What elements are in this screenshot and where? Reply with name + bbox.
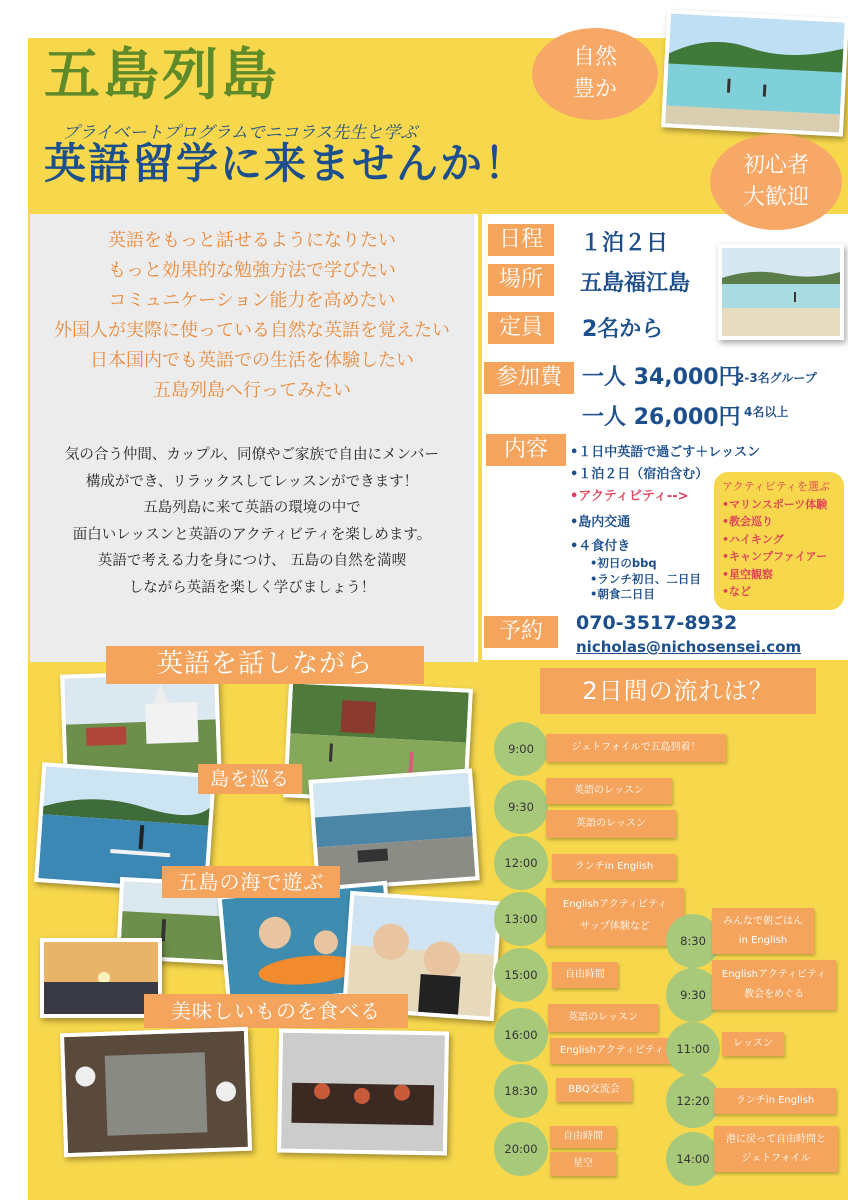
food-banner: 美味しいものを食べる [144, 994, 408, 1028]
event-box: 英語のレッスン [546, 810, 676, 838]
event-box: Englishアクティビティ [550, 1038, 674, 1064]
event-box: Englishアクティビティ 教会をめぐる [712, 960, 836, 1010]
beginner-badge-line-2: 大歓迎 [742, 185, 809, 210]
content-item-activity: •アクティビティ--> [570, 489, 689, 504]
bbq-photo-image [281, 1033, 445, 1152]
wish-line: 外国人が実際に使っている自然な英語を覚えたい [54, 320, 450, 341]
meal-item: •ランチ初日、二日目 [590, 571, 701, 586]
time-marker: 8:30 [666, 914, 720, 968]
time-marker: 18:30 [494, 1064, 548, 1118]
wish-line: 五島列島へ行ってみたい [153, 380, 351, 401]
timeline-title: 2日間の流れは？ [540, 668, 816, 714]
activity-item: •マリンスポーツ体験 [722, 497, 828, 511]
content-item: •４食付き [570, 539, 631, 554]
content-label: 内容 [486, 434, 566, 466]
event-box: ジェトフォイルで五島到着！ [546, 734, 726, 762]
nature-badge-line-2: 豊か [572, 77, 617, 102]
event-box: 自由時間 [552, 962, 618, 988]
time-marker: 9:30 [494, 780, 548, 834]
event-box: 星空 [550, 1152, 616, 1176]
grill-photo-image [64, 1031, 248, 1153]
time-marker: 11:00 [666, 1022, 720, 1076]
nature-badge-line-1: 自然 [572, 45, 617, 70]
activity-list [722, 478, 830, 601]
wish-line: 英語をもっと話せるようになりたい [108, 230, 396, 251]
schedule-label: 日程 [488, 224, 554, 256]
time-marker: 9:00 [494, 722, 548, 776]
activity-title: アクティビティを選ぶ [722, 480, 830, 493]
wish-line: 日本国内でも英語での生活を体験したい [90, 350, 414, 371]
beach-photo-info-image [722, 248, 840, 336]
meal-item: •初日のbbq [590, 556, 657, 570]
event-box: 港に戻って自由時間と ジェトフォイル [714, 1126, 838, 1172]
event-box: 自由時間 [550, 1126, 616, 1148]
speaking-banner: 英語を話しながら [106, 646, 424, 684]
sunset-photo-image [44, 942, 158, 1014]
activity-item: •ハイキング [722, 532, 784, 546]
page-title: 五島列島 [44, 43, 280, 108]
activity-item: •星空観察 [722, 567, 774, 581]
intro-wishes [30, 226, 474, 406]
capacity-value: 2名から [582, 317, 664, 342]
body-line: 英語で考える力を身につけ、 五島の自然を満喫 [97, 553, 407, 569]
schedule-value: １泊２日 [580, 231, 669, 256]
event-box: ランチin English [552, 854, 676, 880]
time-marker: 16:00 [494, 1008, 548, 1062]
time-marker: 9:30 [666, 968, 720, 1022]
wish-line: コミュニケーション能力を高めたい [108, 290, 396, 311]
event-box: ランチin English [714, 1088, 836, 1114]
beginner-badge-line-1: 初心者 [742, 153, 809, 178]
time-marker: 12:20 [666, 1074, 720, 1128]
time-marker: 14:00 [666, 1132, 720, 1186]
intro-body [30, 442, 474, 601]
meal-list [590, 556, 701, 603]
island-tour-banner: 島を巡る [198, 764, 302, 794]
beach-photo-top [661, 9, 848, 136]
place-label: 場所 [488, 264, 554, 296]
event-box: 英語のレッスン [548, 1004, 658, 1032]
meal-item: •朝食二日目 [590, 587, 655, 601]
content-item: •１泊２日（宿泊含む） [570, 467, 709, 482]
place-value: 五島福江島 [580, 271, 691, 296]
body-line: しながら英語を楽しく学びましょう！ [128, 579, 376, 596]
page-subtitle: プライベートプログラムでニコラス先生と学ぶ [62, 123, 418, 143]
booking-phone[interactable]: 070-3517-8932 [576, 612, 738, 634]
content-item: •島内交通 [570, 515, 631, 530]
beach-photo-info [718, 244, 844, 340]
capacity-label: 定員 [488, 312, 554, 344]
activity-item: •キャンプファイアー [722, 550, 828, 563]
time-marker: 15:00 [494, 948, 548, 1002]
booking-label: 予約 [484, 616, 558, 648]
event-box: みんなで朝ごはん in English [712, 908, 814, 954]
event-box: BBQ交流会 [556, 1078, 632, 1102]
bbq-photo [277, 1029, 449, 1156]
content-item: •１日中英語で過ごす＋レッスン [570, 445, 761, 460]
event-box: 英語のレッスン [546, 778, 672, 804]
beach-photo-top-image [665, 14, 845, 133]
time-marker: 20:00 [494, 1122, 548, 1176]
activity-item: •教会巡り [722, 515, 774, 528]
fee-note-1: 2-3名グループ [736, 371, 817, 385]
wish-line: もっと効果的な勉強方法で学びたい [108, 260, 396, 281]
fee-value-2: 一人 26,000円 [582, 405, 741, 430]
activity-item: •など [722, 585, 752, 598]
time-marker: 12:00 [494, 836, 548, 890]
grill-photo [60, 1027, 252, 1157]
booking-email[interactable]: nicholas@nichosensei.com [576, 638, 802, 656]
body-line: 面白いレッスンと英語のアクティビティを楽しめます。 [72, 526, 432, 543]
time-marker: 13:00 [494, 892, 548, 946]
event-box: レッスン [722, 1032, 784, 1056]
body-line: 構成ができ、リラックスしてレッスンができます！ [85, 473, 419, 490]
fee-value-1: 一人 34,000円 [582, 365, 741, 390]
fee-label: 参加費 [484, 362, 574, 394]
body-line: 気の合う仲間、カップル、同僚やご家族で自由にメンバー [64, 447, 440, 463]
page-headline: 英語留学に来ませんか！ [44, 139, 529, 188]
sea-banner: 五島の海で遊ぶ [162, 866, 340, 898]
event-box: Englishアクティビティ サップ体験など [546, 888, 684, 946]
body-line: 五島列島に来て英語の環境の中で [143, 500, 361, 516]
fee-note-2: 4名以上 [744, 405, 789, 419]
nature-badge [532, 28, 658, 120]
beginner-badge [710, 134, 842, 230]
